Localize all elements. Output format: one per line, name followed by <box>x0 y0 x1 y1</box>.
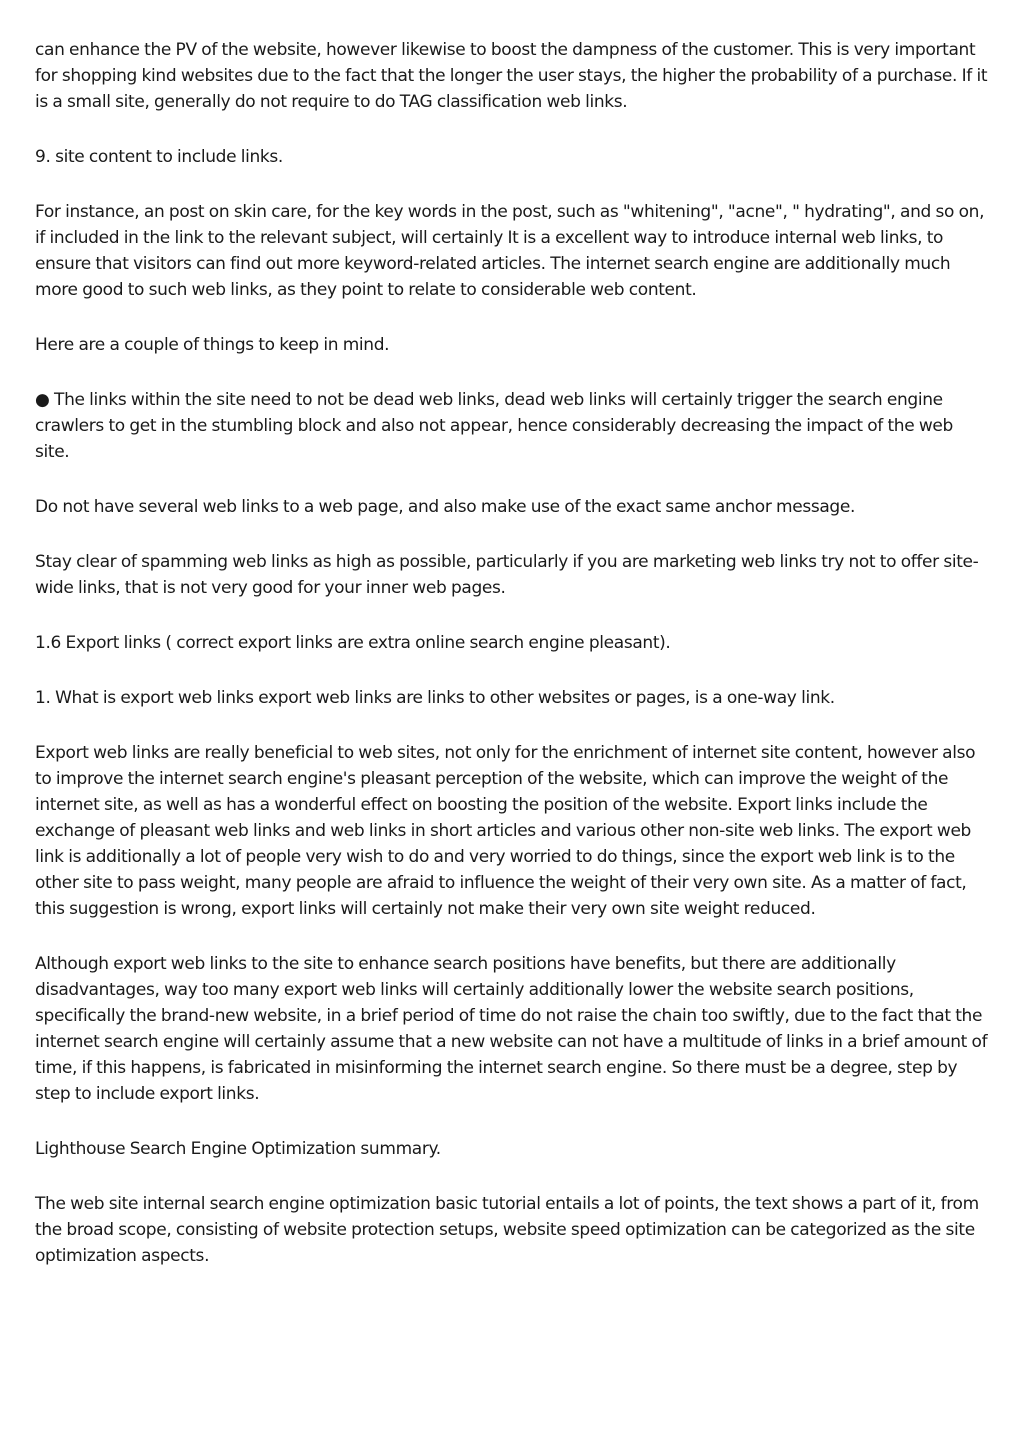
section-heading: 1.6 Export links ( correct export links are extra online search engine pleasant). <box>35 633 671 653</box>
paragraph: Here are a couple of things to keep in mind. <box>35 335 390 355</box>
paragraph: 9. site content to include links. <box>35 147 283 167</box>
paragraph: can enhance the PV of the website, however likewise to boost the dampness of the customer. This is very important for shopping kind websites due to the fact that the longer the user stays, the higher the probability of a purchase. If it is a small site, generally do not require to do TAG classification web links. <box>35 40 988 112</box>
paragraph: 1. What is export web links export web links are links to other websites or pages, is a one-way link. <box>35 688 835 708</box>
paragraph: The web site internal search engine optimization basic tutorial entails a lot of points, the text shows a part of it, from the broad scope, consisting of website protection setups, website speed optimization can be categorized as the site optimization aspects. <box>35 1194 979 1266</box>
paragraph: Do not have several web links to a web page, and also make use of the exact same anchor message. <box>35 497 856 517</box>
summary-heading: Lighthouse Search Engine Optimization summary. <box>35 1139 441 1159</box>
document-body <box>35 37 990 1298</box>
paragraph: Although export web links to the site to enhance search positions have benefits, but there are additionally disadvantages, way too many export web links will certainly additionally lower the website search positions, specifically the brand-new website, in a brief period of time do not raise the chain too swiftly, due to the fact that the internet search engine will certainly assume that a new website can not have a multitude of links in a brief amount of time, if this happens, is fabricated in misinforming the internet search engine. So there must be a degree, step by step to include export links. <box>35 954 988 1104</box>
bullet-paragraph: ● The links within the site need to not be dead web links, dead web links will certainly trigger the search engine crawlers to get in the stumbling block and also not appear, hence considerably decreasing the impact of the web site. <box>35 390 953 462</box>
paragraph: Export web links are really beneficial to web sites, not only for the enrichment of internet site content, however also to improve the internet search engine's pleasant perception of the website, which can improve the weight of the internet site, as well as has a wonderful effect on boosting the position of the website. Export links include the exchange of pleasant web links and web links in short articles and various other non-site web links. The export web link is additionally a lot of people very wish to do and very worried to do things, since the export web link is to the other site to pass weight, many people are afraid to influence the weight of their very own site. As a matter of fact, this suggestion is wrong, export links will certainly not make their very own site weight reduced. <box>35 743 976 919</box>
paragraph: Stay clear of spamming web links as high as possible, particularly if you are marketing web links try not to offer site-wide links, that is not very good for your inner web pages. <box>35 552 979 598</box>
paragraph: For instance, an post on skin care, for the key words in the post, such as "whitening", "acne", " hydrating", and so on, if included in the link to the relevant subject, will certainly It is a excellent way to introduce internal web links, to ensure that visitors can find out more keyword-related articles. The internet search engine are additionally much more good to such web links, as they point to relate to considerable web content. <box>35 202 985 300</box>
